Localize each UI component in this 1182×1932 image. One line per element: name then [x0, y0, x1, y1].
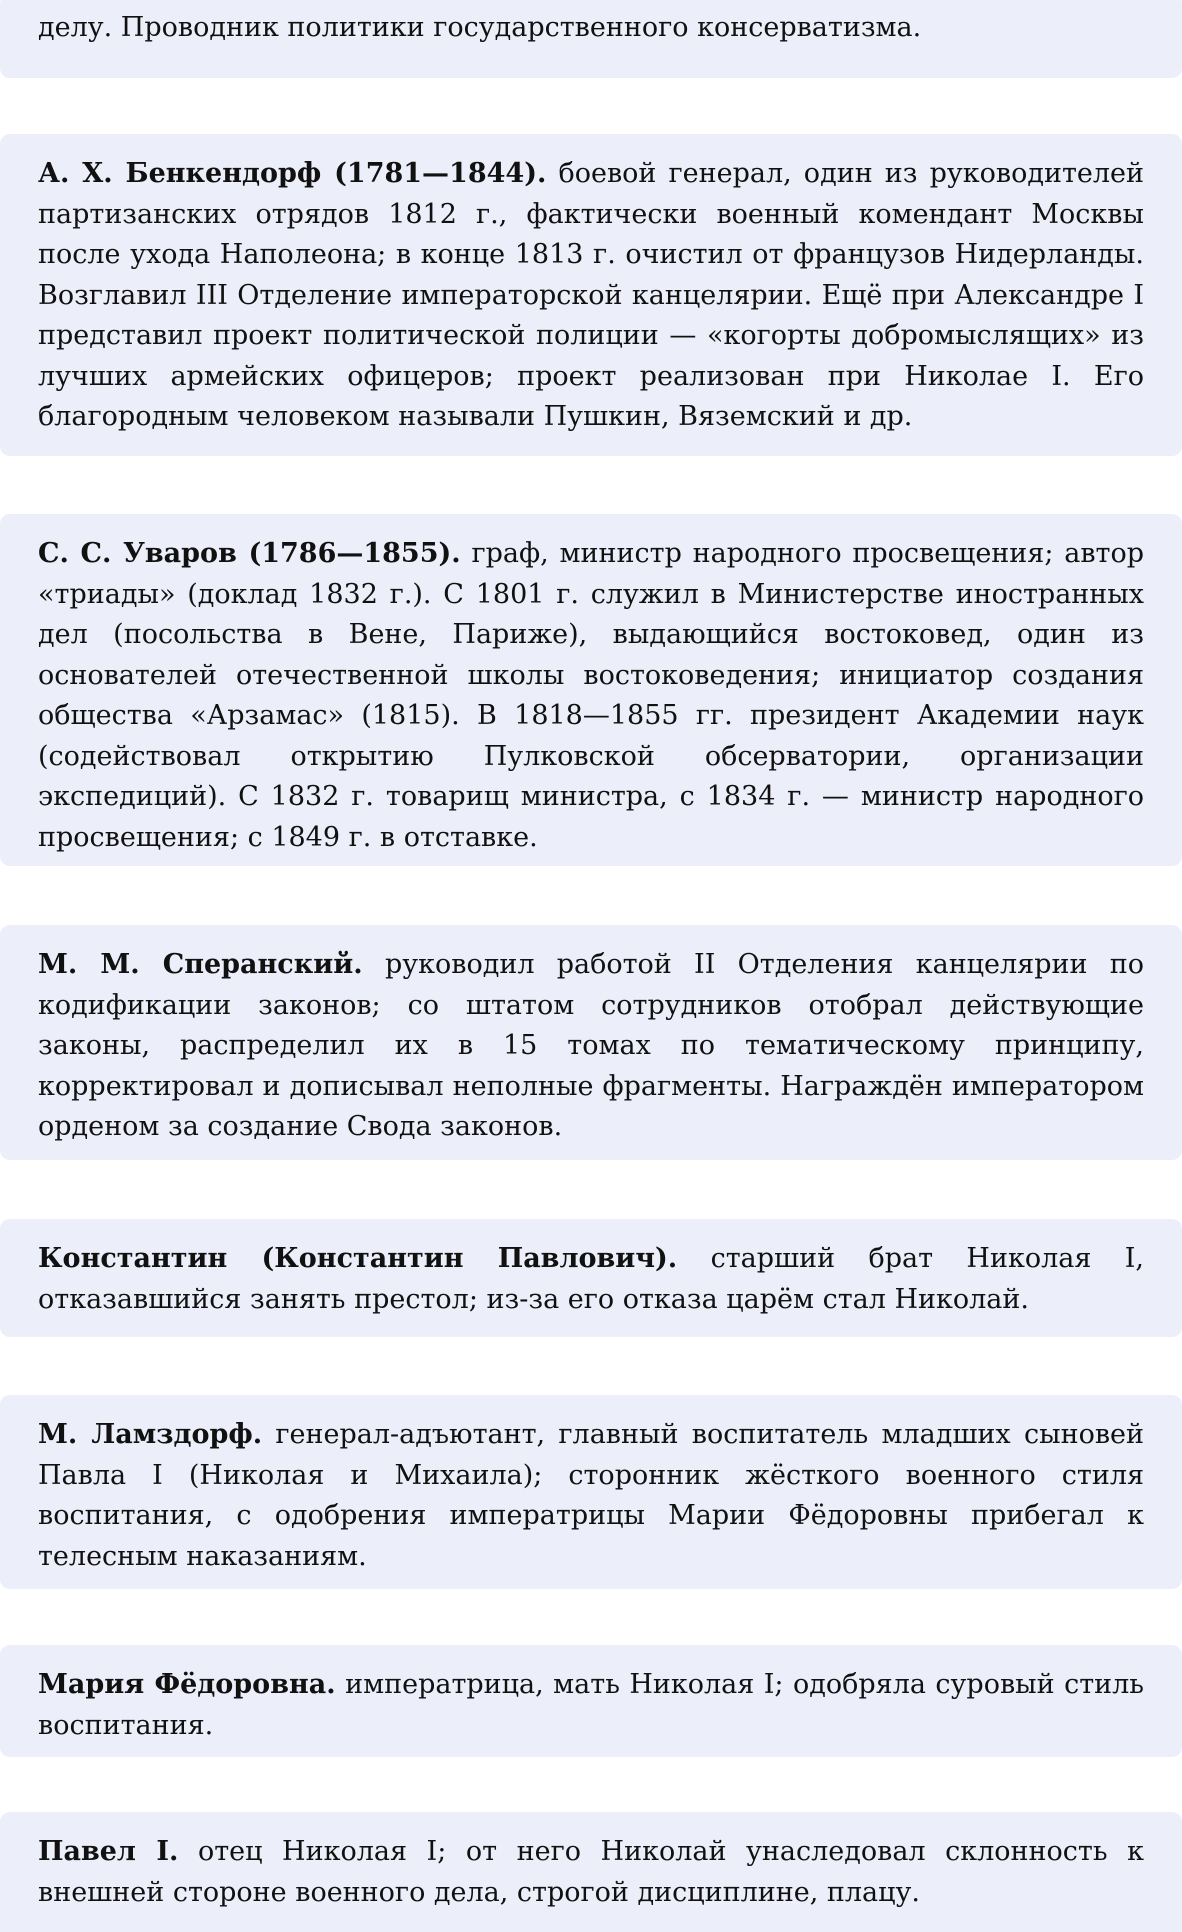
entry-paragraph — [38, 154, 1144, 438]
entry-text: граф, министр народного просвещения; автор «триады» (доклад 1832 г.). С 1801 г. служил в Министерстве иностранных дел (посольства в Вене, Париже), выдающийся востоковед, один из основателей отечественной школы востоковедения; инициатор создания общества «Арзамас» (1815). В 1818—1855 гг. президент Академии наук (содействовал открытию Пулковской обсерватории, организации экспедиций). С 1832 г. товарищ министра, с 1834 г. — министр народного просвещения; с 1849 г. в отставке. — [38, 538, 1144, 853]
entry-card-fragment — [0, 0, 1182, 78]
entry-text: отец Николая I; от него Николай унаследовал склонность к внешней стороне военного дела, строгой дисциплине, плацу. — [38, 1836, 1144, 1908]
entry-text: императрица, мать Николая I; одобряла суровый стиль воспитания. — [38, 1669, 1144, 1741]
entry-card-konstantin — [0, 1219, 1182, 1337]
entry-name: Павел I. — [38, 1836, 179, 1867]
entry-text: боевой генерал, один из руководителей партизанских отрядов 1812 г., фактически военный комендант Москвы после ухода Наполеона; в конце 1813 г. очистил от французов Нидерланды. Возглавил III Отделение императорской канцелярии. Ещё при Александре I представил проект политической полиции — «когорты добромыслящих» из лучших армейских офицеров; проект реализован при Николае I. Его благородным человеком называли Пушкин, Вяземский и др. — [38, 158, 1144, 432]
entry-paragraph — [38, 945, 1144, 1148]
entry-paragraph — [38, 1415, 1144, 1577]
entry-paragraph — [38, 1665, 1144, 1746]
entry-card-paul-i — [0, 1812, 1182, 1932]
entry-text: руководил работой II Отделения канцелярии по кодификации законов; со штатом сотрудников отобрал действующие законы, распределил их в 15 томах по тематическому принципу, корректировал и дописывал неполные фрагменты. Награждён императором орденом за создание Свода законов. — [38, 949, 1144, 1142]
entry-paragraph — [38, 1239, 1144, 1320]
entry-card-uvarov — [0, 514, 1182, 866]
entry-name: Константин (Константин Павлович). — [38, 1243, 678, 1274]
entry-text: генерал-адъютант, главный воспитатель младших сыновей Павла I (Николая и Михаила); сторонник жёсткого военного стиля воспитания, с одобрения императрицы Марии Фёдоровны прибегал к телесным наказаниям. — [38, 1419, 1144, 1572]
entry-name: А. Х. Бенкендорф (1781—1844). — [38, 158, 547, 189]
entry-name: С. С. Уваров (1786—1855). — [38, 538, 461, 569]
entry-paragraph — [38, 534, 1144, 858]
entry-text: старший брат Николая I, отказавшийся занять престол; из-за его отказа царём стал Николай. — [38, 1243, 1144, 1315]
entry-card-speransky — [0, 925, 1182, 1160]
entry-name: Мария Фёдоровна. — [38, 1669, 336, 1700]
entry-name: М. М. Сперанский. — [38, 949, 363, 980]
entry-paragraph — [38, 8, 1144, 49]
entry-paragraph — [38, 1832, 1144, 1913]
entry-card-benckendorff — [0, 134, 1182, 456]
entry-text: делу. Проводник политики государственного консерватизма. — [38, 12, 922, 43]
entry-name: М. Ламздорф. — [38, 1419, 263, 1450]
entry-card-lamsdorf — [0, 1395, 1182, 1589]
entry-card-maria-fyodorovna — [0, 1645, 1182, 1757]
